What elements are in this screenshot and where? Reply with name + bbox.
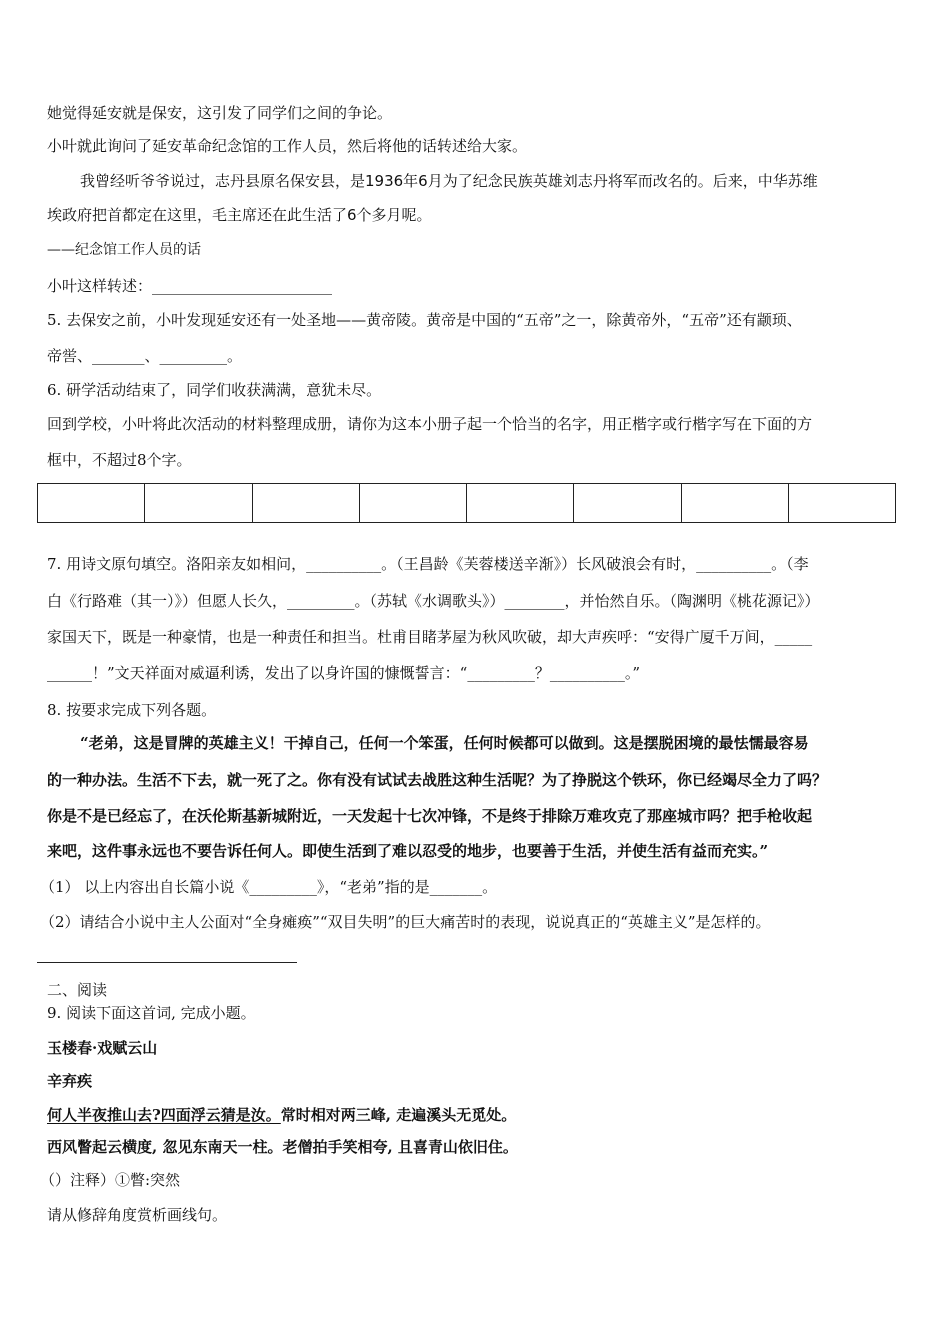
divider [37, 962, 297, 963]
answer-box[interactable] [38, 484, 145, 522]
q4-quote-source: ——纪念馆工作人员的话 [47, 242, 201, 258]
q6-line2: 回到学校，小叶将此次活动的材料整理成册，请你为这本小册子起一个恰当的名字，用正楷字或行楷字写在下面的方 [47, 415, 813, 433]
q4-answer-prompt: 小叶这样转述：________________________ [47, 277, 333, 295]
q4-quote-line1: 我曾经听爷爷说过，志丹县原名保安县，是1936年6月为了纪念民族英雄刘志丹将军而改名的。后来，中华苏维 [80, 172, 818, 190]
q8-subquestion-1: （1） 以上内容出自长篇小说《_________》，“老弟”指的是_______。 [40, 878, 498, 896]
q6-line1: 6. 研学活动结束了，同学们收获满满，意犹未尽。 [47, 381, 382, 399]
q7-line1: 7. 用诗文原句填空。洛阳亲友如相问，__________。（王昌龄《芙蓉楼送辛渐》）长风破浪会有时，__________。（李 [47, 555, 809, 573]
answer-box[interactable] [145, 484, 252, 522]
q4-line2: 小叶就此询问了延安革命纪念馆的工作人员，然后将他的话转述给大家。 [47, 137, 528, 155]
q8-passage-line3: 你是不是已经忘了，在沃伦斯基新城附近，一天发起十七次冲锋，不是终于排除万难攻克了那座城市吗？把手枪收起 [47, 807, 813, 825]
answer-box[interactable] [682, 484, 789, 522]
poem-note: （）注释）①瞥:突然 [40, 1171, 181, 1189]
poem-line1-rest: 常时相对两三峰, 走遍溪头无觅处。 [280, 1106, 517, 1124]
q4-quote-line2: 埃政府把首都定在这里，毛主席还在此生活了6个多月呢。 [47, 206, 432, 224]
underlined-sentence: 何人半夜推山去?四面浮云猜是汝。 [47, 1106, 281, 1124]
poem-author: 辛弃疾 [47, 1072, 93, 1090]
q8-passage-line2: 的一种办法。生活不下去，就一死了之。你有没有试试去战胜这种生活呢？为了挣脱这个铁环，你已经竭尽全力了吗？ [47, 771, 828, 789]
q8-passage-line1: “老弟，这是冒牌的英雄主义！干掉自己，任何一个笨蛋，任何时候都可以做到。这是摆脱困境的最怯懦最容易 [80, 734, 809, 752]
q9-title: 9. 阅读下面这首词, 完成小题。 [47, 1004, 256, 1022]
q8-passage-line4: 来吧，这件事永远也不要告诉任何人。即使生活到了难以忍受的地步，也要善于生活，并使生活有益而充实。” [47, 842, 769, 860]
poem-line1 [47, 1105, 516, 1125]
q4-line1: 她觉得延安就是保安，这引发了同学们之间的争论。 [47, 104, 393, 122]
section-heading: 二、阅读 [47, 981, 108, 999]
q7-line4: ______！”文天祥面对威逼利诱，发出了以身许国的慷慨誓言：“_________？__________。” [47, 664, 641, 682]
q7-line3: 家国天下，既是一种豪情，也是一种责任和担当。杜甫目睹茅屋为秋风吹破，却大声疾呼：“安得广厦千万间，_____ [47, 628, 813, 646]
answer-box[interactable] [253, 484, 360, 522]
q8-title: 8. 按要求完成下列各题。 [47, 701, 217, 719]
poem-title: 玉楼春·戏赋云山 [47, 1039, 158, 1057]
poem-line2: 西风瞥起云横度, 忽见东南天一柱。老僧拍手笑相夸, 且喜青山依旧住。 [47, 1138, 518, 1156]
answer-box-grid[interactable] [37, 483, 896, 523]
q7-line2: 白《行路难（其一）》）但愿人长久，_________。（苏轼《水调歌头》）________，并怡然自乐。（陶渊明《桃花源记》） [47, 592, 820, 610]
q6-line3: 框中，不超过8个字。 [47, 451, 192, 469]
answer-box[interactable] [467, 484, 574, 522]
answer-box[interactable] [574, 484, 681, 522]
answer-box[interactable] [789, 484, 895, 522]
q8-subquestion-2: （2）请结合小说中主人公面对“全身瘫痪”“双目失明”的巨大痛苦时的表现，说说真正的“英雄主义”是怎样的。 [40, 913, 771, 931]
answer-box[interactable] [360, 484, 467, 522]
q5-line2: 帝喾、_______、_________。 [47, 347, 243, 365]
q5-line1: 5. 去保安之前，小叶发现延安还有一处圣地——黄帝陵。黄帝是中国的“五帝”之一，除黄帝外，“五帝”还有颛顼、 [47, 311, 802, 329]
q9-question: 请从修辞角度赏析画线句。 [47, 1206, 228, 1224]
